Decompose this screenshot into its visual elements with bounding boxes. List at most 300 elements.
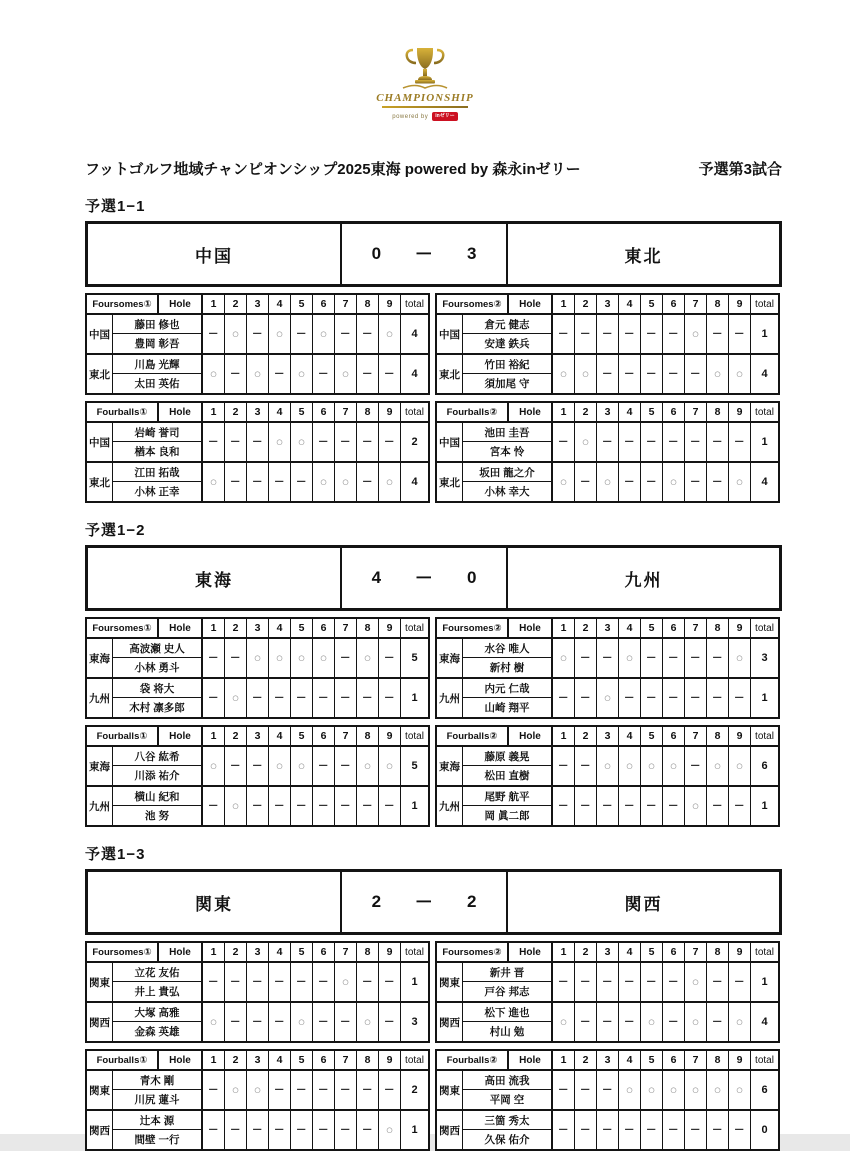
- dash-mark: −: [252, 976, 263, 988]
- dash-mark: −: [646, 976, 657, 988]
- team-row: [437, 1071, 778, 1109]
- hole-number: 3: [597, 943, 619, 961]
- total-value: 1: [411, 800, 418, 812]
- dash-mark: −: [340, 800, 351, 812]
- hole-mark-cell: [203, 423, 225, 461]
- hole-mark-cell: [553, 423, 575, 461]
- win-circle-mark: ○: [319, 475, 328, 489]
- dash-mark: −: [646, 368, 657, 380]
- team-row: [87, 963, 428, 1001]
- dash-mark: −: [208, 800, 219, 812]
- sections-container: [85, 195, 782, 1151]
- hole-number: 2: [225, 943, 247, 961]
- dash-mark: −: [230, 1124, 241, 1136]
- hole-mark-cell: [247, 747, 269, 785]
- hole-number: 9: [379, 727, 401, 745]
- player-name: 水谷 唯人: [463, 639, 553, 658]
- win-circle-mark: ○: [297, 1015, 306, 1029]
- team-row: [87, 353, 428, 393]
- hole-number: 3: [597, 619, 619, 637]
- team-row: [87, 677, 428, 717]
- hole-number: 8: [357, 403, 379, 421]
- team-row: [87, 747, 428, 785]
- hole-mark-cell: [707, 1003, 729, 1041]
- win-circle-mark: ○: [385, 1123, 394, 1137]
- hole-mark-cell: [663, 787, 685, 825]
- hole-number: 7: [685, 727, 707, 745]
- hole-mark-cell: [597, 747, 619, 785]
- dash-mark: −: [274, 476, 285, 488]
- hole-mark-cell: [313, 423, 335, 461]
- dash-mark: −: [712, 476, 723, 488]
- team-name-right: 関西: [624, 894, 663, 914]
- hole-mark-cell: [663, 1071, 685, 1109]
- score-table: [435, 401, 780, 503]
- hole-mark-cell: [225, 355, 247, 393]
- player-name: 立花 友佑: [113, 963, 203, 982]
- dash-mark: −: [712, 328, 723, 340]
- player-name: 金森 英雄: [113, 1022, 203, 1041]
- dash-mark: −: [230, 652, 241, 664]
- hole-number: 9: [729, 619, 751, 637]
- hole-number: 3: [597, 295, 619, 313]
- hole-mark-cell: [575, 963, 597, 1001]
- hole-mark-cell: [553, 787, 575, 825]
- hole-mark-cell: [641, 463, 663, 501]
- total-value: 1: [761, 328, 768, 340]
- team-row: [437, 1001, 778, 1041]
- hole-number: 2: [575, 403, 597, 421]
- hole-mark-cell: [619, 963, 641, 1001]
- total-label: total: [755, 1054, 774, 1066]
- dash-mark: −: [340, 652, 351, 664]
- team-row: [87, 639, 428, 677]
- dash-mark: −: [252, 1016, 263, 1028]
- hole-number: 6: [313, 727, 335, 745]
- team-row: [87, 423, 428, 461]
- player-name: 池 努: [113, 806, 203, 825]
- dash-mark: −: [296, 1084, 307, 1096]
- team-cell: 関東: [437, 1071, 463, 1109]
- hole-mark-cell: [685, 1111, 707, 1149]
- hole-mark-cell: [729, 747, 751, 785]
- hole-mark-cell: [707, 355, 729, 393]
- team-cell: 東海: [87, 639, 113, 677]
- team-cell: 九州: [87, 679, 113, 717]
- hole-label: Hole: [509, 943, 553, 961]
- team-row: [87, 315, 428, 353]
- hole-number: 9: [729, 943, 751, 961]
- win-circle-mark: ○: [735, 759, 744, 773]
- section-label: 予選1−3: [85, 846, 146, 863]
- dash-mark: −: [384, 652, 395, 664]
- dash-mark: −: [252, 692, 263, 704]
- player-name: 小林 勇斗: [113, 658, 203, 677]
- dash-mark: −: [274, 692, 285, 704]
- dash-mark: −: [230, 976, 241, 988]
- dash-mark: −: [230, 760, 241, 772]
- hole-mark-cell: [203, 639, 225, 677]
- hole-mark-cell: [641, 1071, 663, 1109]
- section-label: 予選1−1: [85, 198, 146, 215]
- dash-mark: −: [274, 1016, 285, 1028]
- hole-number: 4: [269, 403, 291, 421]
- hole-mark-cell: [225, 1111, 247, 1149]
- team-row: [87, 1001, 428, 1041]
- hole-mark-cell: [291, 1111, 313, 1149]
- team-cell: 東北: [437, 463, 463, 501]
- dash-mark: −: [646, 436, 657, 448]
- team-cell: 東海: [437, 747, 463, 785]
- hole-mark-cell: [553, 1071, 575, 1109]
- score-table: [85, 293, 430, 395]
- player-name: 江田 拓哉: [113, 463, 203, 482]
- dash-mark: −: [362, 1124, 373, 1136]
- hole-mark-cell: [729, 463, 751, 501]
- hole-number: 4: [619, 403, 641, 421]
- dash-mark: −: [668, 692, 679, 704]
- team-cell: 九州: [87, 787, 113, 825]
- hole-number: 7: [685, 619, 707, 637]
- hole-number: 1: [553, 1051, 575, 1069]
- dash-mark: −: [602, 1124, 613, 1136]
- hole-number: 1: [553, 295, 575, 313]
- dash-mark: −: [602, 652, 613, 664]
- hole-number: 5: [291, 403, 313, 421]
- hole-mark-cell: [313, 1111, 335, 1149]
- hole-mark-cell: [707, 463, 729, 501]
- hole-label: Hole: [509, 1051, 553, 1069]
- hole-mark-cell: [357, 679, 379, 717]
- win-circle-mark: ○: [209, 367, 218, 381]
- hole-number: 2: [225, 619, 247, 637]
- logo-divider: [382, 106, 468, 108]
- total-label: total: [405, 1054, 424, 1066]
- foursomes-row: [85, 293, 782, 395]
- win-circle-mark: ○: [297, 435, 306, 449]
- dash-mark: −: [296, 476, 307, 488]
- dash-mark: −: [602, 1016, 613, 1028]
- dash-mark: −: [318, 1124, 329, 1136]
- total-value: 4: [761, 476, 768, 488]
- hole-mark-cell: [553, 639, 575, 677]
- hole-number: 8: [357, 1051, 379, 1069]
- score-table: [435, 725, 780, 827]
- hole-mark-cell: [685, 463, 707, 501]
- hole-mark-cell: [379, 963, 401, 1001]
- total-label: total: [405, 406, 424, 418]
- hole-number: 6: [313, 943, 335, 961]
- win-circle-mark: ○: [603, 691, 612, 705]
- hole-number: 8: [357, 727, 379, 745]
- team-cell: 東海: [437, 639, 463, 677]
- dash-mark: −: [296, 800, 307, 812]
- win-circle-mark: ○: [275, 759, 284, 773]
- hole-mark-cell: [379, 1003, 401, 1041]
- hole-mark-cell: [553, 1003, 575, 1041]
- hole-mark-cell: [685, 1003, 707, 1041]
- hole-mark-cell: [225, 747, 247, 785]
- hole-mark-cell: [553, 679, 575, 717]
- win-circle-mark: ○: [647, 1015, 656, 1029]
- dash-mark: −: [580, 692, 591, 704]
- hole-number: 8: [707, 403, 729, 421]
- hole-mark-cell: [729, 639, 751, 677]
- section-label: 予選1−2: [85, 522, 146, 539]
- dash-mark: −: [646, 1124, 657, 1136]
- dash-mark: −: [384, 976, 395, 988]
- team-row: [437, 423, 778, 461]
- hole-number: 7: [685, 295, 707, 313]
- hole-mark-cell: [291, 1071, 313, 1109]
- hole-mark-cell: [247, 1071, 269, 1109]
- dash-mark: −: [318, 1084, 329, 1096]
- dash-mark: −: [558, 800, 569, 812]
- hole-number: 5: [291, 1051, 313, 1069]
- hole-mark-cell: [685, 787, 707, 825]
- team-cell: 中国: [87, 315, 113, 353]
- player-name: 八谷 紘希: [113, 747, 203, 766]
- team-cell: 東北: [437, 355, 463, 393]
- player-name: 間壁 一行: [113, 1130, 203, 1149]
- hole-mark-cell: [729, 355, 751, 393]
- dash-mark: −: [362, 368, 373, 380]
- hole-number: 6: [663, 943, 685, 961]
- hole-mark-cell: [729, 1071, 751, 1109]
- dash-mark: −: [712, 1016, 723, 1028]
- hole-number: 5: [291, 943, 313, 961]
- dash-mark: −: [252, 1124, 263, 1136]
- total-value: 5: [411, 652, 418, 664]
- hole-mark-cell: [685, 355, 707, 393]
- hole-number: 3: [597, 727, 619, 745]
- hole-mark-cell: [269, 1071, 291, 1109]
- win-circle-mark: ○: [735, 651, 744, 665]
- match-section: [85, 843, 782, 1151]
- total-value: 5: [411, 760, 418, 772]
- player-name: 松田 直樹: [463, 766, 553, 785]
- hole-mark-cell: [225, 963, 247, 1001]
- dash-mark: −: [558, 1084, 569, 1096]
- win-circle-mark: ○: [363, 759, 372, 773]
- win-circle-mark: ○: [231, 327, 240, 341]
- hole-mark-cell: [597, 315, 619, 353]
- hole-mark-cell: [619, 787, 641, 825]
- table-type-label: Fourballs②: [437, 403, 509, 421]
- hole-label: Hole: [509, 727, 553, 745]
- hole-mark-cell: [247, 639, 269, 677]
- dash-mark: −: [296, 692, 307, 704]
- hole-mark-cell: [685, 679, 707, 717]
- hole-mark-cell: [269, 355, 291, 393]
- hole-number: 5: [641, 295, 663, 313]
- win-circle-mark: ○: [253, 367, 262, 381]
- player-name: 小林 正幸: [113, 482, 203, 501]
- hole-mark-cell: [641, 747, 663, 785]
- score-right: 0: [466, 568, 477, 587]
- win-circle-mark: ○: [669, 475, 678, 489]
- dash-mark: −: [208, 1124, 219, 1136]
- hole-mark-cell: [379, 747, 401, 785]
- team-cell: 関西: [437, 1003, 463, 1041]
- hole-number: 2: [225, 1051, 247, 1069]
- win-circle-mark: ○: [363, 651, 372, 665]
- win-circle-mark: ○: [275, 435, 284, 449]
- player-name: 井上 貴弘: [113, 982, 203, 1001]
- player-name: 松下 進也: [463, 1003, 553, 1022]
- dash-mark: −: [340, 1084, 351, 1096]
- dash-mark: −: [602, 1084, 613, 1096]
- dash-mark: −: [252, 328, 263, 340]
- dash-mark: −: [340, 1124, 351, 1136]
- hole-number: 1: [203, 619, 225, 637]
- hole-mark-cell: [575, 787, 597, 825]
- hole-mark-cell: [641, 355, 663, 393]
- win-circle-mark: ○: [231, 691, 240, 705]
- team-cell: 中国: [87, 423, 113, 461]
- hole-number: 8: [707, 727, 729, 745]
- hole-mark-cell: [729, 315, 751, 353]
- table-type-label: Foursomes②: [437, 619, 509, 637]
- dash-mark: −: [646, 476, 657, 488]
- score-table: [85, 1049, 430, 1151]
- dash-mark: −: [274, 1124, 285, 1136]
- hole-mark-cell: [575, 423, 597, 461]
- hole-number: 7: [335, 943, 357, 961]
- hole-label: Hole: [159, 1051, 203, 1069]
- dash-mark: −: [580, 1084, 591, 1096]
- dash-mark: −: [362, 1084, 373, 1096]
- hole-mark-cell: [291, 315, 313, 353]
- win-circle-mark: ○: [735, 475, 744, 489]
- dash-mark: −: [558, 760, 569, 772]
- win-circle-mark: ○: [625, 759, 634, 773]
- hole-label: Hole: [509, 295, 553, 313]
- team-name-left: 東海: [195, 570, 233, 590]
- dash-mark: −: [252, 476, 263, 488]
- hole-mark-cell: [269, 315, 291, 353]
- hole-mark-cell: [597, 639, 619, 677]
- hole-mark-cell: [291, 1003, 313, 1041]
- score-dash: −: [415, 892, 433, 911]
- hole-number: 2: [575, 295, 597, 313]
- player-name: 藤田 修也: [113, 315, 203, 334]
- hole-mark-cell: [597, 355, 619, 393]
- hole-number: 3: [597, 403, 619, 421]
- hole-number: 5: [641, 727, 663, 745]
- hole-mark-cell: [225, 315, 247, 353]
- hole-mark-cell: [729, 679, 751, 717]
- win-circle-mark: ○: [669, 759, 678, 773]
- dash-mark: −: [690, 652, 701, 664]
- dash-mark: −: [602, 368, 613, 380]
- team-row: [437, 963, 778, 1001]
- match-banner: [85, 869, 782, 935]
- hole-mark-cell: [619, 747, 641, 785]
- hole-number: 1: [203, 727, 225, 745]
- hole-number: 5: [291, 295, 313, 313]
- hole-number: 6: [313, 295, 335, 313]
- hole-mark-cell: [641, 639, 663, 677]
- score-left: 0: [371, 244, 382, 263]
- total-label: total: [755, 730, 774, 742]
- hole-label: Hole: [509, 619, 553, 637]
- score-table-header: [87, 943, 428, 963]
- dash-mark: −: [602, 976, 613, 988]
- match-banner: [85, 221, 782, 287]
- player-name: 倉元 健志: [463, 315, 553, 334]
- player-name: 川尻 蓮斗: [113, 1090, 203, 1109]
- total-value: 4: [761, 368, 768, 380]
- dash-mark: −: [340, 436, 351, 448]
- dash-mark: −: [580, 1124, 591, 1136]
- player-name: 高田 流我: [463, 1071, 553, 1090]
- player-name: 三箇 秀太: [463, 1111, 553, 1130]
- hole-number: 8: [707, 295, 729, 313]
- dash-mark: −: [712, 652, 723, 664]
- hole-mark-cell: [335, 355, 357, 393]
- win-circle-mark: ○: [253, 1083, 262, 1097]
- team-name-left: 中国: [195, 246, 233, 266]
- score-table: [435, 1049, 780, 1151]
- hole-mark-cell: [553, 963, 575, 1001]
- score-table-header: [437, 727, 778, 747]
- hole-mark-cell: [707, 747, 729, 785]
- table-type-label: Fourballs①: [87, 727, 159, 745]
- total-label: total: [405, 298, 424, 310]
- win-circle-mark: ○: [209, 759, 218, 773]
- dash-mark: −: [340, 328, 351, 340]
- match-score: [340, 548, 508, 608]
- hole-mark-cell: [663, 679, 685, 717]
- hole-mark-cell: [357, 355, 379, 393]
- hole-mark-cell: [247, 679, 269, 717]
- dash-mark: −: [734, 976, 745, 988]
- hole-mark-cell: [313, 1071, 335, 1109]
- hole-mark-cell: [291, 463, 313, 501]
- hole-number: 3: [247, 403, 269, 421]
- total-label: total: [755, 622, 774, 634]
- team-cell: 東海: [87, 747, 113, 785]
- dash-mark: −: [602, 328, 613, 340]
- score-table: [85, 401, 430, 503]
- win-circle-mark: ○: [735, 1015, 744, 1029]
- total-value: 0: [761, 1124, 768, 1136]
- hole-mark-cell: [269, 1111, 291, 1149]
- player-name: 戸谷 邦志: [463, 982, 553, 1001]
- hole-number: 5: [291, 727, 313, 745]
- dash-mark: −: [734, 692, 745, 704]
- hole-mark-cell: [619, 1111, 641, 1149]
- team-row: [87, 1109, 428, 1149]
- win-circle-mark: ○: [341, 475, 350, 489]
- hole-mark-cell: [553, 355, 575, 393]
- hole-number: 6: [663, 403, 685, 421]
- score-table: [85, 941, 430, 1043]
- table-type-label: Fourballs①: [87, 1051, 159, 1069]
- dash-mark: −: [318, 760, 329, 772]
- hole-mark-cell: [663, 963, 685, 1001]
- dash-mark: −: [624, 800, 635, 812]
- hole-mark-cell: [247, 423, 269, 461]
- win-circle-mark: ○: [385, 759, 394, 773]
- hole-number: 4: [619, 295, 641, 313]
- dash-mark: −: [690, 436, 701, 448]
- score-table-header: [87, 1051, 428, 1071]
- total-value: 1: [411, 1124, 418, 1136]
- player-name: 内元 仁哉: [463, 679, 553, 698]
- dash-mark: −: [362, 436, 373, 448]
